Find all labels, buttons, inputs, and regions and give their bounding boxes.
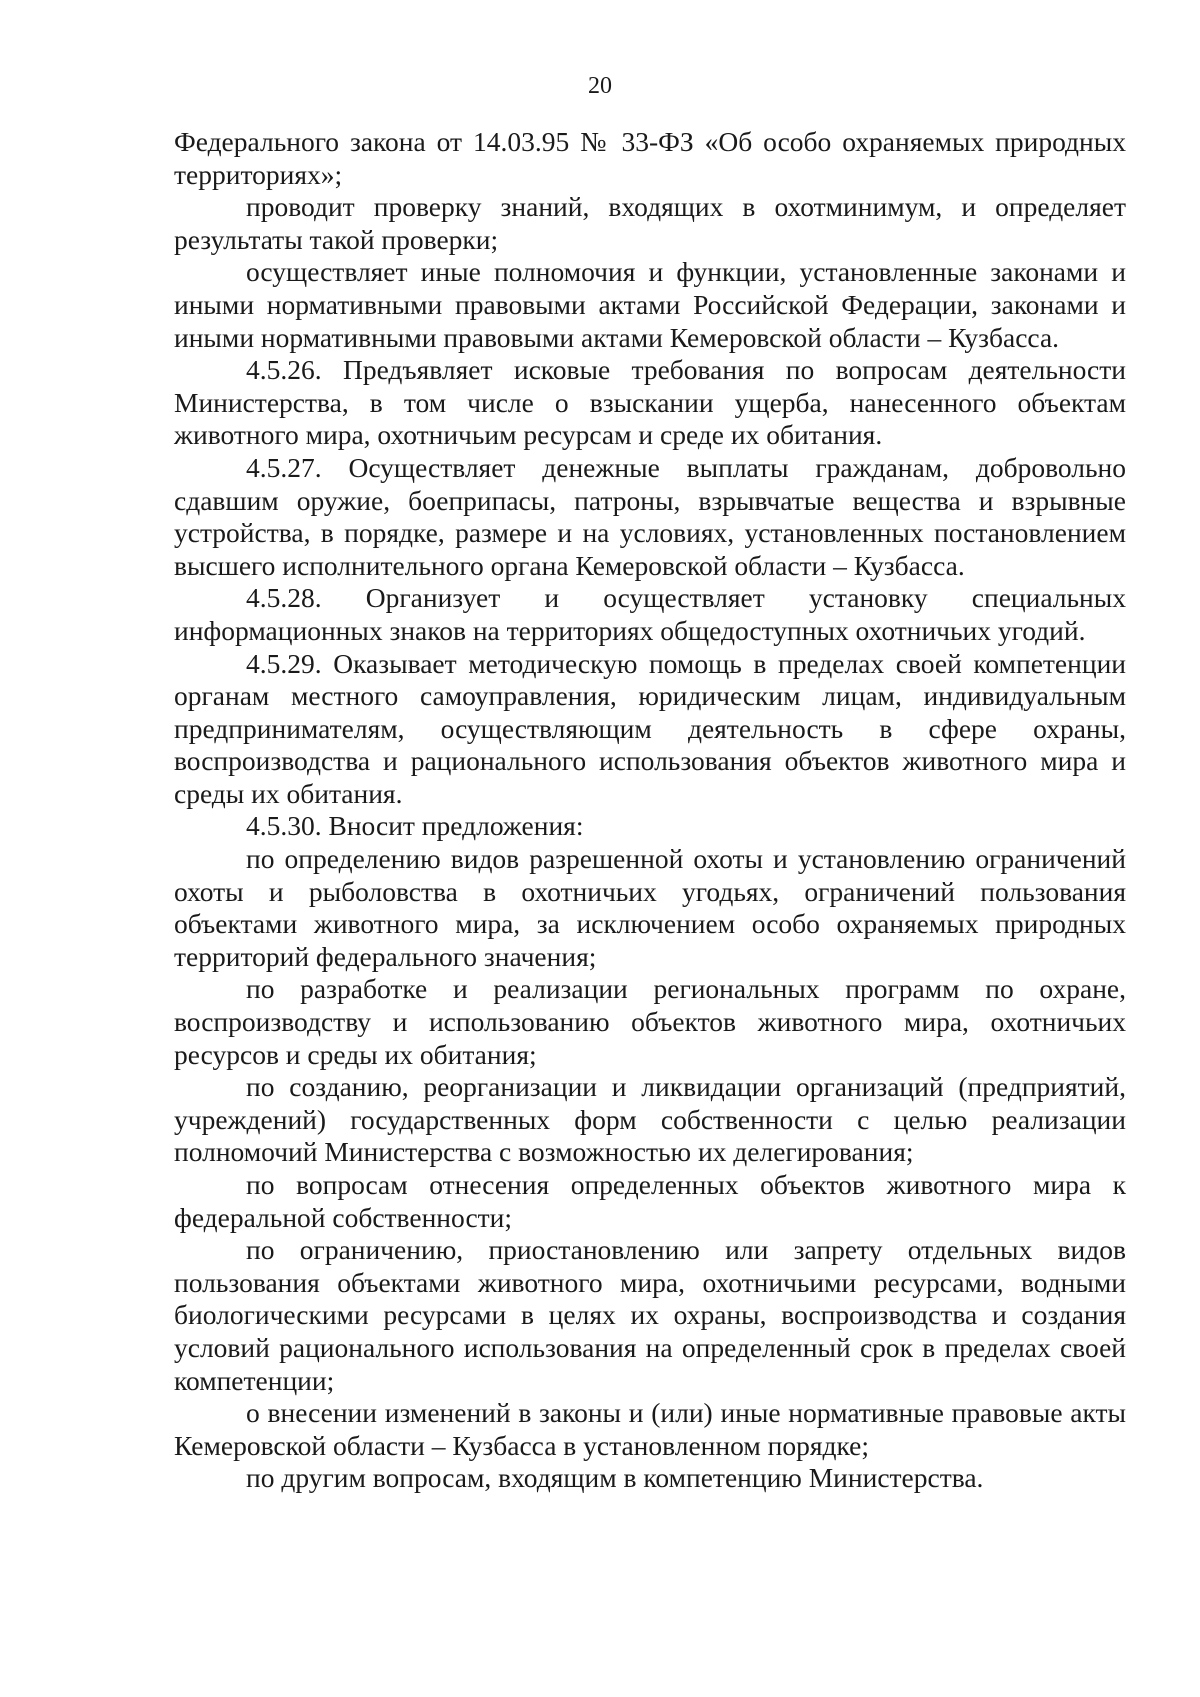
document-body	[174, 126, 1126, 1495]
paragraph-proposal-usage-restrictions: по ограничению, приостановлению или запрету отдельных видов пользования объектами животного мира, охотничьими ресурсами, водными биологическими ресурсами в целях их охраны, воспроизводства и создания условий рационального использования на определенный срок в пределах своей компетенции;	[174, 1234, 1126, 1396]
paragraph-proposal-other: по другим вопросам, входящим в компетенцию Министерства.	[246, 1462, 984, 1494]
paragraph-clause-4-5-26: 4.5.26. Предъявляет исковые требования по вопросам деятельности Министерства, в том числе о взыскании ущерба, нанесенного объектам животного мира, охотничьим ресурсам и среде их обитания.	[174, 354, 1126, 451]
paragraph-clause-4-5-29: 4.5.29. Оказывает методическую помощь в пределах своей компетенции органам местного самоуправления, юридическим лицам, индивидуальным предпринимателям, осуществляющим деятельность в сфере охраны, воспроизводства и рационального использования объектов животного мира и среды их обитания.	[174, 647, 1126, 809]
paragraph-proposal-federal-ownership: по вопросам отнесения определенных объектов животного мира к федеральной собственности;	[174, 1169, 1126, 1233]
paragraph-knowledge-check: проводит проверку знаний, входящих в охотминимум, и определяет результаты такой проверки;	[174, 191, 1126, 255]
paragraph-proposal-law-amendments: о внесении изменений в законы и (или) иные нормативные правовые акты Кемеровской области – Кузбасса в установленном порядке;	[174, 1397, 1126, 1461]
paragraph-proposal-organizations: по созданию, реорганизации и ликвидации организаций (предприятий, учреждений) государственных форм собственности с целью реализации полномочий Министерства с возможностью их делегирования;	[174, 1071, 1126, 1168]
page-number: 20	[588, 73, 612, 99]
paragraph-clause-4-5-30: 4.5.30. Вносит предложения:	[246, 810, 584, 842]
paragraph-proposal-regional-programs: по разработке и реализации региональных программ по охране, воспроизводству и использованию объектов животного мира, охотничьих ресурсов и среды их обитания;	[174, 973, 1126, 1070]
paragraph-clause-4-5-27: 4.5.27. Осуществляет денежные выплаты гражданам, добровольно сдавшим оружие, боеприпасы, патроны, взрывчатые вещества и взрывные устройства, в порядке, размере и на условиях, установленных постановлением высшего исполнительного органа Кемеровской области – Кузбасса.	[174, 451, 1126, 581]
paragraph-federal-law-reference: Федерального закона от 14.03.95 № 33-ФЗ «Об особо охраняемых природных территориях»;	[174, 126, 1126, 190]
paragraph-other-powers: осуществляет иные полномочия и функции, установленные законами и иными нормативными правовыми актами Российской Федерации, законами и иными нормативными правовыми актами Кемеровской области – Кузбасса.	[174, 256, 1126, 353]
paragraph-clause-4-5-28: 4.5.28. Организует и осуществляет установку специальных информационных знаков на территориях общедоступных охотничьих угодий.	[174, 582, 1126, 646]
paragraph-proposal-hunting-limits: по определению видов разрешенной охоты и установлению ограничений охоты и рыболовства в охотничьих угодьях, ограничений пользования объектами животного мира, за исключением особо охраняемых природных территорий федерального значения;	[174, 843, 1126, 972]
